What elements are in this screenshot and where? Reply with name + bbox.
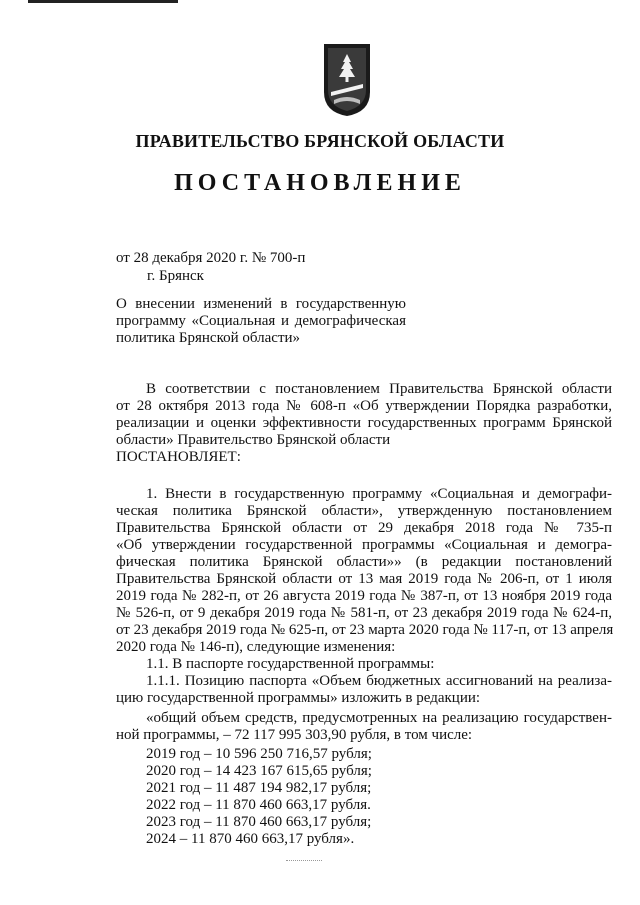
item-1-line: ческая политика Брянской области», утвержденную постановлением [116,503,612,519]
government-title: ПРАВИТЕЛЬСТВО БРЯНСКОЙ ОБЛАСТИ [135,131,505,151]
year-amount-line: 2019 год – 10 596 250 716,57 рубля; [146,746,372,762]
item-1-line: 2020 года № 146-п), следующие изменения: [116,639,396,655]
subject-line: программу «Социальная и демографическая [116,313,406,329]
page-footer-mark [286,860,322,862]
document-type-title: ПОСТАНОВЛЕНИЕ [174,170,466,196]
year-amount-line: 2022 год – 11 870 460 663,17 рубля. [146,797,371,813]
item-1-line: «Об утверждении государственной программы «Социальная и демогра- [116,537,612,553]
item-1-line: от 23 декабря 2019 года № 625-п, от 23 марта 2020 года № 117-п, от 13 апреля [116,622,614,638]
item-1-line: фическая политика Брянской области»» (в редакции постановлений [116,554,612,570]
quote-line: «общий объем средств, предусмотренных на реализацию государствен- [146,710,612,726]
quote-line: ной программы, – 72 117 995 303,90 рубля, в том числе: [116,727,473,743]
year-amount-line: 2023 год – 11 870 460 663,17 рубля; [146,814,372,830]
item-1-line: Правительства Брянской области от 13 мая 2019 года № 206-п, от 1 июля [116,571,612,587]
item-1-line: Правительства Брянской области от 29 декабря 2018 года № 735-п [116,520,612,536]
preamble-line: В соответствии с постановлением Правительства Брянской области [146,381,612,397]
item-1-line: 1. Внести в государственную программу «Социальная и демографи- [146,486,612,502]
item-1-1-1-line: 1.1.1. Позицию паспорта «Объем бюджетных ассигнований на реализа- [146,673,612,689]
top-edge-rule [28,0,178,3]
subject-line: политика Брянской области» [116,330,301,346]
item-1-1: 1.1. В паспорте государственной программы: [146,656,435,672]
preamble-line: области» Правительство Брянской области [116,432,391,448]
year-amount-line: 2024 – 11 870 460 663,17 рубля». [146,831,355,847]
decree-city: г. Брянск [147,268,204,284]
item-1-line: № 526-п, от 9 декабря 2019 года № 581-п, от 23 декабря 2019 года № 624-п, [116,605,612,621]
item-1-line: 2019 года № 282-п, от 26 августа 2019 года № 387-п, от 13 ноября 2019 года [116,588,612,604]
year-amount-line: 2020 год – 14 423 167 615,65 рубля; [146,763,372,779]
item-1-1-1-line: цию государственной программы» изложить в редакции: [116,690,481,706]
year-amount-line: 2021 год – 11 487 194 982,17 рубля; [146,780,372,796]
decree-date-number: от 28 декабря 2020 г. № 700-п [116,250,306,266]
subject-line: О внесении изменений в государственную [116,296,406,312]
resolves-word: ПОСТАНОВЛЯЕТ: [116,449,241,465]
bryansk-coat-of-arms-icon [322,42,372,118]
preamble-line: от 28 октября 2013 года № 608-п «Об утверждении Порядка разработки, [116,398,612,414]
preamble-line: реализации и оценки эффективности государственных программ Брянской [116,415,612,431]
